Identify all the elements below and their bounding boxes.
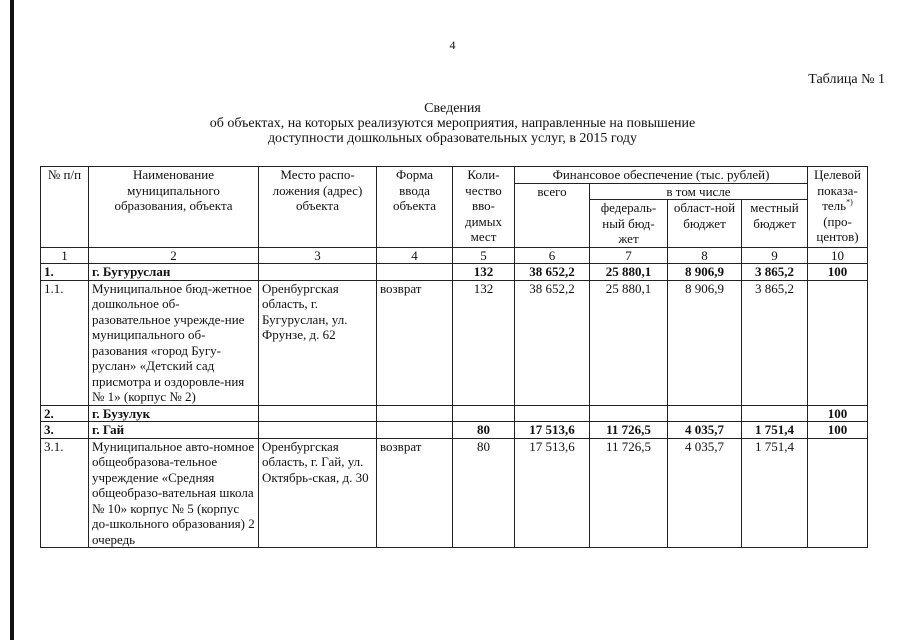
cell-location: Оренбургская область, г. Гай, ул. Октябрь-ская, д. 30 xyxy=(259,438,377,548)
column-number: 8 xyxy=(668,247,742,264)
column-number: 6 xyxy=(515,247,590,264)
header-row-1 xyxy=(41,167,868,184)
header-local: местный бюджет xyxy=(742,200,808,248)
title-line-2: об объектах, на которых реализуются мероприятия, направленные на повышение xyxy=(209,116,696,131)
cell-name: Муниципальное бюд-жетное дошкольное об-разовательное учрежде-ние муниципального об-разования «город Бугу-руслан» «Детский сад присмотра и оздоровле-ния № 1» (корпус № 2) xyxy=(89,280,259,405)
cell-local: 3 865,2 xyxy=(742,280,808,405)
cell-name: г. Бугуруслан xyxy=(89,264,259,281)
cell-target: 100 xyxy=(808,264,868,281)
table-row-buzuluk-total xyxy=(41,405,868,422)
cell-form: возврат xyxy=(377,438,453,548)
cell-regional: 8 906,9 xyxy=(668,280,742,405)
cell-form xyxy=(377,264,453,281)
header-location: Место распо-ложения (адрес) объекта xyxy=(259,167,377,248)
cell-total: 38 652,2 xyxy=(515,280,590,405)
column-number: 3 xyxy=(259,247,377,264)
cell-total xyxy=(515,405,590,422)
header-form: Форма ввода объекта xyxy=(377,167,453,248)
cell-count: 132 xyxy=(453,264,515,281)
table-number: Таблица № 1 xyxy=(808,72,885,87)
table-row-bugurusian-total xyxy=(41,264,868,281)
cell-total: 17 513,6 xyxy=(515,422,590,439)
column-number: 7 xyxy=(590,247,668,264)
table-row-object xyxy=(41,280,868,405)
title-line-1: Сведения xyxy=(424,101,481,116)
cell-count: 80 xyxy=(453,422,515,439)
cell-local xyxy=(742,405,808,422)
document-title xyxy=(0,101,905,146)
cell-total: 38 652,2 xyxy=(515,264,590,281)
cell-form xyxy=(377,405,453,422)
column-number: 9 xyxy=(742,247,808,264)
cell-target: 100 xyxy=(808,405,868,422)
cell-federal: 25 880,1 xyxy=(590,280,668,405)
header-regional: област-ной бюджет xyxy=(668,200,742,248)
cell-location: Оренбургская область, г. Бугуруслан, ул. Фрунзе, д. 62 xyxy=(259,280,377,405)
cell-target xyxy=(808,280,868,405)
cell-target xyxy=(808,438,868,548)
cell-count: 80 xyxy=(453,438,515,548)
cell-federal: 11 726,5 xyxy=(590,422,668,439)
column-number: 2 xyxy=(89,247,259,264)
column-number: 5 xyxy=(453,247,515,264)
cell-form: возврат xyxy=(377,280,453,405)
objects-table xyxy=(40,166,868,548)
header-including: в том числе xyxy=(590,183,808,200)
header-count: Коли-чество вво-димых мест xyxy=(453,167,515,248)
cell-num: 2. xyxy=(41,405,89,422)
header-num: № п/п xyxy=(41,167,89,248)
header-total: всего xyxy=(515,183,590,247)
cell-num: 3.1. xyxy=(41,438,89,548)
cell-federal xyxy=(590,405,668,422)
cell-location xyxy=(259,405,377,422)
cell-target: 100 xyxy=(808,422,868,439)
header-target: Целевой показа-тель*) (про-центов) xyxy=(808,167,868,248)
cell-federal: 25 880,1 xyxy=(590,264,668,281)
cell-total: 17 513,6 xyxy=(515,438,590,548)
column-number: 1 xyxy=(41,247,89,264)
cell-location xyxy=(259,422,377,439)
table-row-object xyxy=(41,438,868,548)
target-footnote-mark: *) xyxy=(846,197,853,207)
cell-regional: 4 035,7 xyxy=(668,422,742,439)
cell-name: г. Гай xyxy=(89,422,259,439)
cell-name: Муниципальное авто-номное общеобразова-тельное учреждение «Средняя общеобразо-вательная школа № 10» корпус № 5 (корпус до-школьного образования) 2 очередь xyxy=(89,438,259,548)
cell-regional xyxy=(668,405,742,422)
cell-local: 1 751,4 xyxy=(742,422,808,439)
cell-num: 3. xyxy=(41,422,89,439)
cell-count xyxy=(453,405,515,422)
cell-local: 3 865,2 xyxy=(742,264,808,281)
cell-regional: 8 906,9 xyxy=(668,264,742,281)
column-number: 4 xyxy=(377,247,453,264)
cell-count: 132 xyxy=(453,280,515,405)
cell-name: г. Бузулук xyxy=(89,405,259,422)
column-number-row xyxy=(41,247,868,264)
column-number: 10 xyxy=(808,247,868,264)
header-name: Наименование муниципального образования, объекта xyxy=(89,167,259,248)
cell-regional: 4 035,7 xyxy=(668,438,742,548)
table-row-gai-total xyxy=(41,422,868,439)
cell-num: 1.1. xyxy=(41,280,89,405)
header-financing: Финансовое обеспечение (тыс. рублей) xyxy=(515,167,808,184)
title-line-3: доступности дошкольных образовательных услуг, в 2015 году xyxy=(267,131,638,146)
cell-form xyxy=(377,422,453,439)
cell-num: 1. xyxy=(41,264,89,281)
header-federal: федераль-ный бюд-жет xyxy=(590,200,668,248)
cell-location xyxy=(259,264,377,281)
page-number: 4 xyxy=(449,38,456,52)
cell-federal: 11 726,5 xyxy=(590,438,668,548)
page-binding-line xyxy=(10,0,14,640)
cell-local: 1 751,4 xyxy=(742,438,808,548)
